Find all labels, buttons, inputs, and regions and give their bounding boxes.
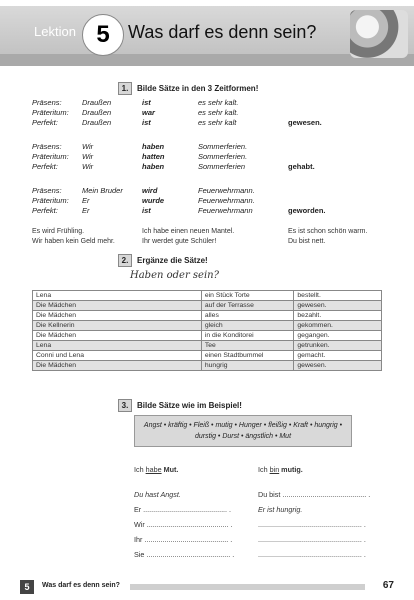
table-row bbox=[33, 291, 382, 301]
table-row bbox=[33, 301, 382, 311]
cake-photo bbox=[350, 10, 408, 58]
table-cell: Tee bbox=[201, 341, 294, 351]
conjugation-row bbox=[32, 98, 392, 108]
table-cell: gleich bbox=[201, 321, 294, 331]
table-cell: auf der Terrasse bbox=[201, 301, 294, 311]
subject: Wir bbox=[82, 142, 94, 151]
conjugation-row bbox=[32, 196, 392, 206]
conjugation-row bbox=[32, 108, 392, 118]
table-cell: in die Konditorei bbox=[201, 331, 294, 341]
example-sentence: Du bist nett. bbox=[288, 238, 326, 245]
example-left: Ich habe Mut. bbox=[134, 465, 179, 474]
sentence-rest: Sommerferien. bbox=[198, 142, 248, 151]
tense-label: Perfekt: bbox=[32, 118, 58, 127]
sentence-rest: Sommerferien. bbox=[198, 152, 248, 161]
example-sentence: Es wird Frühling. bbox=[32, 228, 85, 235]
answer-line-right[interactable]: .................................................... . bbox=[258, 550, 366, 559]
answer-line-left[interactable]: Er .......................................... . bbox=[134, 505, 232, 514]
example-sentence: Es ist schon schön warm. bbox=[288, 228, 368, 235]
page-footer bbox=[20, 580, 394, 594]
example-right: Ich bin mutig. bbox=[258, 465, 303, 474]
verb: wird bbox=[142, 186, 158, 195]
table-cell: Conni und Lena bbox=[33, 351, 202, 361]
answer: geworden. bbox=[288, 206, 326, 215]
verb: haben bbox=[142, 162, 165, 171]
footer-title: Was darf es denn sein? bbox=[42, 582, 120, 589]
lesson-title: Was darf es denn sein? bbox=[128, 22, 317, 42]
conjugation-row bbox=[32, 206, 392, 216]
table-cell: bestellt. bbox=[294, 291, 382, 301]
tense-label: Perfekt: bbox=[32, 162, 58, 171]
section-2-title: Ergänze die Sätze! bbox=[137, 256, 208, 265]
section-3-heading bbox=[118, 399, 242, 412]
tense-label: Präsens: bbox=[32, 186, 62, 195]
answer-line-right[interactable]: .................................................... . bbox=[258, 535, 366, 544]
footer-lesson-number: 5 bbox=[20, 580, 34, 594]
example-sentence: Wir haben kein Geld mehr. bbox=[32, 238, 115, 245]
answer: gewesen. bbox=[288, 118, 322, 127]
table-cell: gewesen. bbox=[294, 361, 382, 371]
subject: Wir bbox=[82, 162, 94, 171]
subject: Mein Bruder bbox=[82, 186, 123, 195]
table-cell: Die Kellnerin bbox=[33, 321, 202, 331]
answer-line-right[interactable]: Er ist hungrig. bbox=[258, 505, 303, 514]
answer-line-right[interactable]: .................................................... . bbox=[258, 520, 366, 529]
table-cell: bezahlt. bbox=[294, 311, 382, 321]
sentence-rest: Feuerwehrmann. bbox=[198, 186, 255, 195]
table-row bbox=[33, 311, 382, 321]
verb: ist bbox=[142, 118, 151, 127]
tense-label: Präteritum: bbox=[32, 196, 69, 205]
subject: Er bbox=[82, 206, 90, 215]
table-cell: Lena bbox=[33, 341, 202, 351]
haben-sein-table bbox=[32, 290, 382, 371]
table-cell: gemacht. bbox=[294, 351, 382, 361]
sentence-rest: Feuerwehrmann bbox=[198, 206, 253, 215]
section-3-number: 3. bbox=[118, 399, 132, 412]
section-2-heading bbox=[118, 254, 208, 267]
table-cell: getrunken. bbox=[294, 341, 382, 351]
table-row bbox=[33, 341, 382, 351]
tense-label: Präteritum: bbox=[32, 152, 69, 161]
table-cell: Die Mädchen bbox=[33, 301, 202, 311]
subject: Draußen bbox=[82, 98, 112, 107]
section-1-number: 1. bbox=[118, 82, 132, 95]
subject: Draußen bbox=[82, 118, 112, 127]
tense-label: Präsens: bbox=[32, 142, 62, 151]
sentence-rest: es sehr kalt. bbox=[198, 108, 239, 117]
example-sentence: Ihr werdet gute Schüler! bbox=[142, 238, 217, 245]
sentence-rest: es sehr kalt. bbox=[198, 98, 239, 107]
subject: Er bbox=[82, 196, 90, 205]
section-1-heading bbox=[118, 82, 258, 95]
verb: ist bbox=[142, 98, 151, 107]
table-cell: alles bbox=[201, 311, 294, 321]
table-cell: gekommen. bbox=[294, 321, 382, 331]
answer: gehabt. bbox=[288, 162, 315, 171]
sentence-rest: Sommerferien bbox=[198, 162, 246, 171]
table-cell: Die Mädchen bbox=[33, 331, 202, 341]
table-cell: Die Mädchen bbox=[33, 361, 202, 371]
tense-label: Perfekt: bbox=[32, 206, 58, 215]
section-2-number: 2. bbox=[118, 254, 132, 267]
table-cell: gegangen. bbox=[294, 331, 382, 341]
conjugation-row bbox=[32, 162, 392, 172]
conjugation-row bbox=[32, 118, 392, 128]
verb: haben bbox=[142, 142, 165, 151]
footer-bar bbox=[130, 584, 365, 590]
table-cell: Lena bbox=[33, 291, 202, 301]
verb: hatten bbox=[142, 152, 165, 161]
word-box bbox=[134, 415, 352, 447]
verb: ist bbox=[142, 206, 151, 215]
table-cell: ein Stück Torte bbox=[201, 291, 294, 301]
section-1-title: Bilde Sätze in den 3 Zeitformen! bbox=[137, 84, 259, 93]
table-cell: Die Mädchen bbox=[33, 311, 202, 321]
table-cell: hungrig bbox=[201, 361, 294, 371]
table-cell: einen Stadtbummel bbox=[201, 351, 294, 361]
subject: Draußen bbox=[82, 108, 112, 117]
word-box-line: Angst • kräftig • Fleiß • mutig • Hunger • fleißig • Kraft • hungrig • bbox=[143, 422, 343, 429]
table-row bbox=[33, 361, 382, 371]
word-box-line: durstig • Durst • ängstlich • Mut bbox=[194, 433, 292, 440]
answer-line-left[interactable]: Sie .......................................... . bbox=[134, 550, 235, 559]
sentence-rest: Feuerwehrmann. bbox=[198, 196, 255, 205]
table-row bbox=[33, 331, 382, 341]
verb: war bbox=[142, 108, 155, 117]
verb: wurde bbox=[142, 196, 165, 205]
subject: Wir bbox=[82, 152, 94, 161]
table-row bbox=[33, 351, 382, 361]
tense-label: Präsens: bbox=[32, 98, 62, 107]
conjugation-row bbox=[32, 152, 392, 162]
page-number: 67 bbox=[382, 580, 394, 591]
lektion-label: Lektion bbox=[34, 24, 76, 39]
lesson-number: 5 bbox=[82, 14, 124, 56]
answer-line-right[interactable]: Du bist .......................................... . bbox=[258, 490, 371, 499]
answer-line-left[interactable]: Ihr .......................................... . bbox=[134, 535, 233, 544]
section-3-title: Bilde Sätze wie im Beispiel! bbox=[137, 401, 242, 410]
answer-line-left[interactable]: Du hast Angst. bbox=[134, 490, 181, 499]
table-cell: gewesen. bbox=[294, 301, 382, 311]
conjugation-row bbox=[32, 142, 392, 152]
conjugation-row bbox=[32, 186, 392, 196]
haben-oder-sein-title: Haben oder sein? bbox=[130, 270, 219, 281]
tense-label: Präteritum: bbox=[32, 108, 69, 117]
answer-line-left[interactable]: Wir ......................................... . bbox=[134, 520, 233, 529]
table-row bbox=[33, 321, 382, 331]
example-sentence: Ich habe einen neuen Mantel. bbox=[142, 228, 235, 235]
sentence-rest: es sehr kalt bbox=[198, 118, 237, 127]
